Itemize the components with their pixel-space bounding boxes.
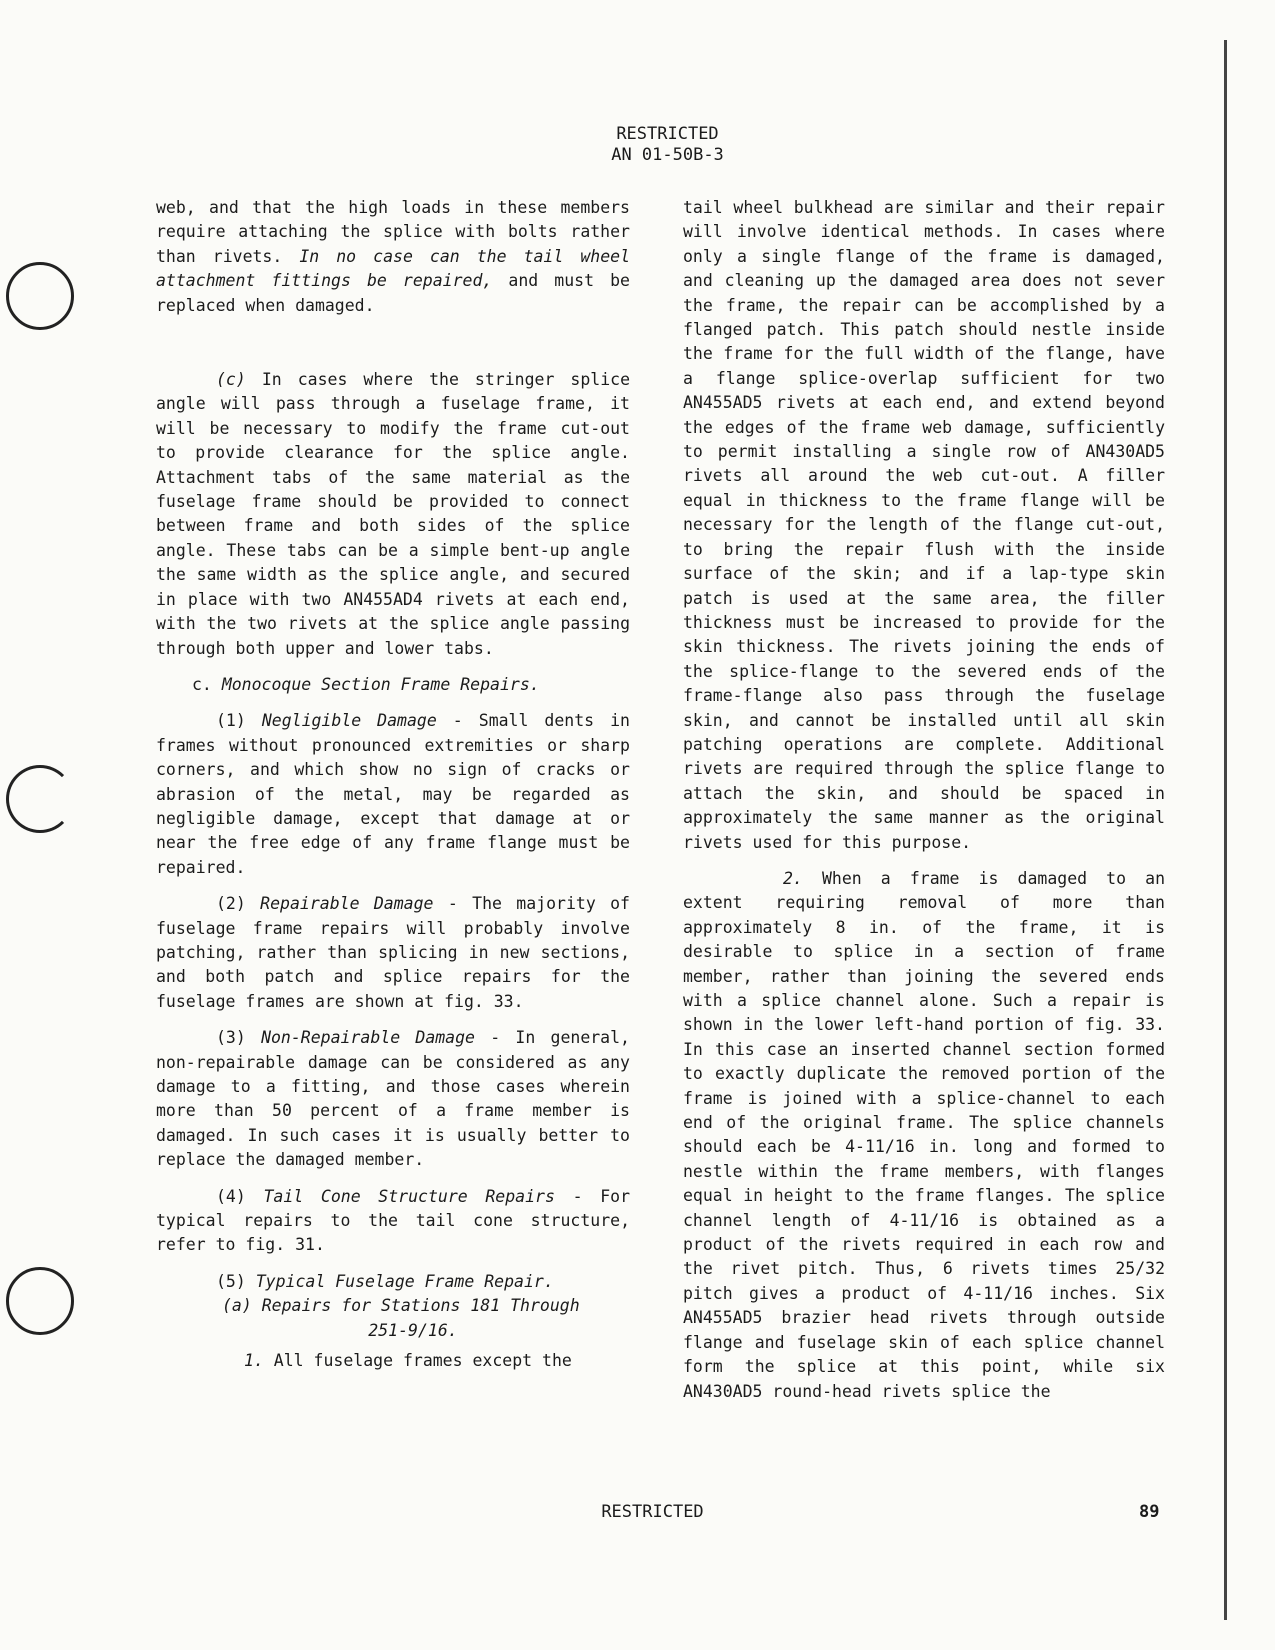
heading-monocoque-frame-repairs: c. Monocoque Section Frame Repairs. bbox=[192, 674, 540, 694]
left-column bbox=[156, 196, 630, 1373]
paragraph-tail-cone-repairs: (4) Tail Cone Structure Repairs - For typical repairs to the tail cone structure, refer to fig. 31. bbox=[156, 1186, 630, 1255]
paragraph-non-repairable-damage: (3) Non-Repairable Damage - In general, non-repairable damage can be considered as any damage to a fitting, and those cases wherein more than 50 percent of a frame member is damaged. In such cases it is usually better to replace the damaged member. bbox=[156, 1028, 630, 1170]
binder-hole-middle bbox=[6, 765, 74, 833]
binder-hole-top bbox=[6, 262, 74, 330]
binder-hole-bottom bbox=[6, 1267, 74, 1335]
heading-typical-frame-repair: (5) Typical Fuselage Frame Repair. bbox=[216, 1271, 554, 1291]
right-column bbox=[683, 196, 1165, 1404]
paragraph-negligible-damage: (1) Negligible Damage - Small dents in frames without pronounced extremities or sharp corners, and which show no sign of cracks or abrasion of the metal, may be regarded as negligible damage, except that damage at or near the free edge of any frame flange must be repaired. bbox=[156, 711, 630, 877]
restricted-marking-bottom: RESTRICTED bbox=[601, 1502, 704, 1522]
paragraph-c-stringer-splice: (c) In cases where the stringer splice angle will pass through a fuselage frame, it will be necessary to modify the frame cut-out to provide clearance for the splice angle. Attachment tabs of the same material as the fuselage frame should be provided to connect between frame and both sides of the splice angle. These tabs can be a simple bent-up angle the same width as the splice angle, and secured in place with two AN455AD4 rivets at each end, with the two rivets at the splice angle passing through both upper and lower tabs. bbox=[156, 370, 630, 658]
page-header bbox=[0, 124, 1275, 166]
paragraph-all-frames-start: 1. All fuselage frames except the bbox=[244, 1351, 572, 1371]
page-number: 89 bbox=[1139, 1502, 1160, 1522]
restricted-marking-top: RESTRICTED bbox=[616, 124, 719, 144]
heading-stations-repairs: (a) Repairs for Stations 181 Through bbox=[222, 1296, 580, 1316]
paragraph-tail-wheel-bulkhead: tail wheel bulkhead are similar and their repair will involve identical methods. In cases where only a single flange of the frame is damaged, and cleaning up the damaged area does not sever the frame, the repair can be accomplished by a flanged patch. This patch should nestle inside the frame for the full width of the flange, have a flange splice-overlap sufficient for two AN455AD5 rivets at each end, and extend beyond the edges of the frame web damage, sufficiently to permit installing a single row of AN430AD5 rivets all around the web cut-out. A filler equal in thickness to the frame flange will be necessary for the length of the flange cut-out, to bring the repair flush with the inside surface of the skin; and if a lap-type skin patch is used at the same area, the filler thickness must be increased to provide for the skin thickness. The rivets joining the ends of the splice-flange to the severed ends of the frame-flange also pass through the fuselage skin, and cannot be installed until all skin patching operations are complete. Additional rivets are required through the splice flange to attach the skin, and should be spaced in approximately the same manner as the original rivets used for this purpose. bbox=[683, 198, 1165, 852]
paragraph-web: web, and that the high loads in these members require attaching the splice with bolts rather than rivets. In no case can the tail wheel attachment fittings be repaired, and must be replaced when damaged. bbox=[156, 198, 630, 315]
document-number: AN 01-50B-3 bbox=[611, 145, 724, 165]
paragraph-splice-section: 2. When a frame is damaged to an extent requiring removal of more than approximately 8 in. of the frame, it is desirable to splice in a section of frame member, rather than joining the severed ends with a splice channel alone. Such a repair is shown in the lower left-hand portion of fig. 33. In this case an inserted channel section formed to exactly duplicate the removed portion of the frame is joined with a splice-channel to each end of the original frame. The splice channels should each be 4-11/16 in. long and formed to nestle within the frame members, with flanges equal in height to the frame flanges. The splice channel length of 4-11/16 is obtained as a product of the rivets required in each row and the rivet pitch. Thus, 6 rivets times 25/32 pitch gives a product of 4-11/16 inches. Six AN455AD5 brazier head rivets through outside flange and fuselage skin of each splice channel form the splice at this point, while six AN430AD5 round-head rivets splice the bbox=[683, 868, 1165, 1401]
paragraph-repairable-damage: (2) Repairable Damage - The majority of fuselage frame repairs will probably involve patching, rather than splicing in new sections, and both patch and splice repairs for the fuselage frames are shown at fig. 33. bbox=[156, 894, 630, 1011]
heading-stations-range: 251-9/16. bbox=[368, 1320, 458, 1340]
page-edge-shadow bbox=[1224, 40, 1227, 1620]
